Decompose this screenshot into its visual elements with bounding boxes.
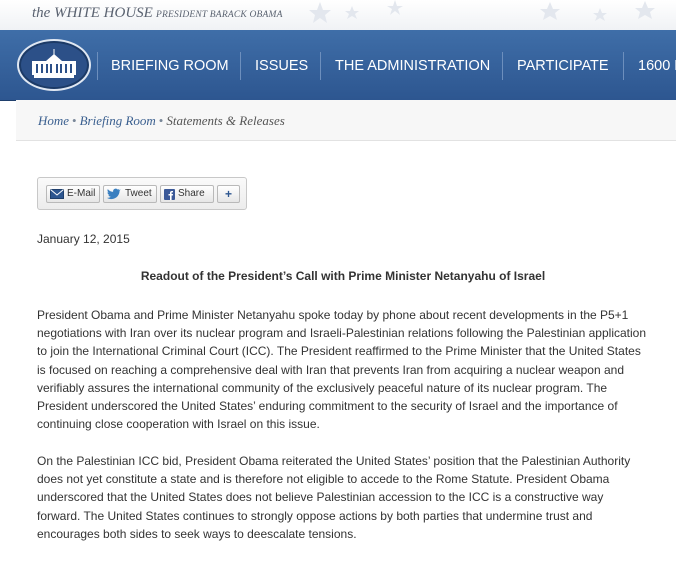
- facebook-icon: [164, 189, 175, 200]
- site-subtitle: PRESIDENT BARACK OBAMA: [156, 10, 283, 20]
- nav-the-administration[interactable]: THE ADMINISTRATION: [335, 58, 491, 74]
- nav-divider: [240, 52, 241, 80]
- facebook-share-label: Share: [178, 188, 205, 199]
- nav-divider: [320, 52, 321, 80]
- nav-divider: [97, 52, 98, 80]
- article-paragraph: On the Palestinian ICC bid, President Obama reiterated the United States’ position that the Palestinian Authority does not yet constitute a state and is therefore not eligible to accede to the Rome Statute. President Obama underscored that the United States does not believe Palestinian accession to the ICC is a constructive way forward. The United States continues to strongly oppose actions by both parties that undermine trust and encourages both sides to seek ways to deescalate tensions.: [37, 454, 631, 541]
- tweet-share-label: Tweet: [125, 188, 152, 199]
- nav-divider: [623, 52, 624, 80]
- twitter-bird-icon: [107, 189, 121, 200]
- nav-briefing-room[interactable]: BRIEFING ROOM: [111, 58, 229, 74]
- email-share-label: E-Mail: [67, 188, 96, 199]
- breadcrumb-current[interactable]: Statements & Releases: [166, 113, 285, 128]
- white-house-logo[interactable]: [17, 39, 91, 91]
- breadcrumb-separator: •: [158, 113, 164, 128]
- tweet-share-button[interactable]: [103, 185, 157, 203]
- article-paragraph: President Obama and Prime Minister Netanyahu spoke today by phone about recent developments in the P5+1 negotiations with Iran over its nuclear program and Israeli-Palestinian relations following the Palestinian application to join the International Criminal Court (ICC). The President reaffirmed to the Prime Minister that the United States is focused on reaching a comprehensive deal with Iran that prevents Iran from acquiring a nuclear weapon and verifiably assures the international community of the exclusively peaceful nature of its nuclear program. The President underscored the United States’ enduring commitment to the security of Israel and the importance of continuing close cooperation with Israel on this issue.: [37, 308, 647, 432]
- white-house-icon: [19, 41, 89, 89]
- envelope-icon: [50, 189, 64, 199]
- stars-decoration-icon: [300, 0, 676, 30]
- breadcrumb-separator: •: [72, 113, 77, 128]
- site-title-link[interactable]: the WHITE HOUSE: [32, 5, 153, 21]
- more-share-button[interactable]: [217, 185, 240, 203]
- article-date: January 12, 2015: [37, 232, 130, 246]
- breadcrumb-bar: [16, 100, 676, 141]
- nav-participate[interactable]: PARTICIPATE: [517, 58, 609, 74]
- breadcrumb: [38, 113, 285, 129]
- article-title: Readout of the President’s Call with Prime Minister Netanyahu of Israel: [140, 269, 546, 283]
- nav-divider: [502, 52, 503, 80]
- site-header: [0, 0, 676, 30]
- email-share-button[interactable]: [46, 185, 100, 203]
- share-toolbar: [37, 177, 247, 210]
- facebook-share-button[interactable]: [160, 185, 214, 203]
- breadcrumb-home[interactable]: Home: [38, 113, 70, 128]
- plus-icon: +: [224, 187, 232, 201]
- nav-issues[interactable]: ISSUES: [255, 58, 309, 74]
- main-nav: [0, 30, 684, 101]
- breadcrumb-briefing-room[interactable]: Briefing Room: [79, 113, 156, 128]
- nav-1600-penn[interactable]: 1600 P: [638, 58, 684, 74]
